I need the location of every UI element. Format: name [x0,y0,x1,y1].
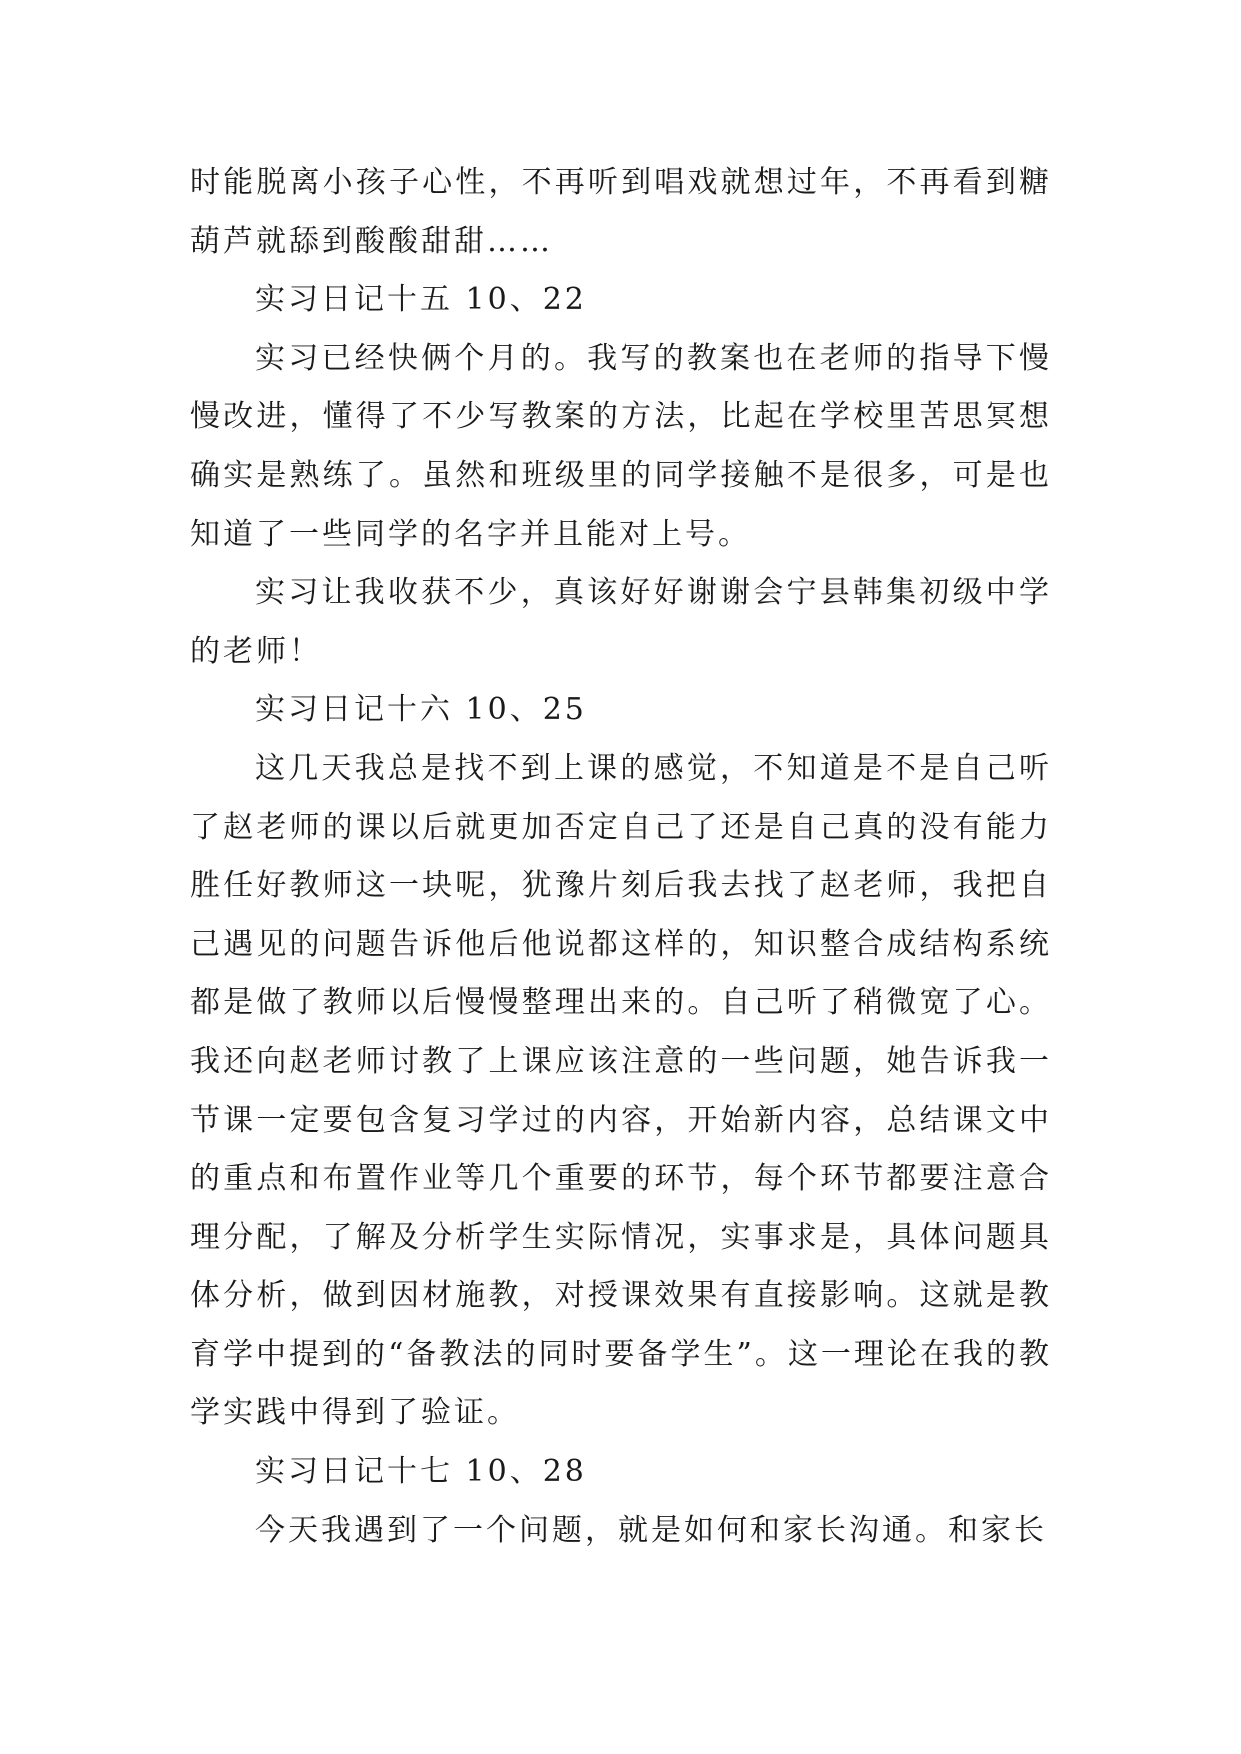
paragraph-parent-communication: 今天我遇到了一个问题，就是如何和家长沟通。和家长 [255,1512,1047,1548]
document-body [190,154,1052,1560]
diary-heading-15: 实习日记十五 10、22 [255,282,587,318]
diary-heading-17: 实习日记十七 10、28 [255,1454,587,1490]
paragraph-lesson-plans: 实习已经快俩个月的。我写的教案也在老师的指导下慢慢改进，懂得了不少写教案的方法，比起在学校里苦思冥想确实是熟练了。虽然和班级里的同学接触不是很多，可是也知道了一些同学的名字并且能对上号。 [190,340,1052,552]
paragraph-teaching-reflection: 这几天我总是找不到上课的感觉，不知道是不是自己听了赵老师的课以后就更加否定自己了还是自己真的没有能力胜任好教师这一块呢，犹豫片刻后我去找了赵老师，我把自己遇见的问题告诉他后他说都这样的，知识整合成结构系统都是做了教师以后慢慢整理出来的。自己听了稍微宽了心。我还向赵老师讨教了上课应该注意的一些问题，她告诉我一节课一定要包含复习学过的内容，开始新内容，总结课文中的重点和布置作业等几个重要的环节，每个环节都要注意合理分配，了解及分析学生实际情况，实事求是，具体问题具体分析，做到因材施教，对授课效果有直接影响。这就是教育学中提到的“备教法的同时要备学生”。这一理论在我的教学实践中得到了验证。 [190,750,1052,1431]
paragraph-continuation: 时能脱离小孩子心性，不再听到唱戏就想过年，不再看到糖葫芦就舔到酸酸甜甜…… [190,165,1052,259]
paragraph-thanks: 实习让我收获不少，真该好好谢谢会宁县韩集初级中学的老师！ [190,575,1052,669]
diary-heading-16: 实习日记十六 10、25 [255,692,587,728]
